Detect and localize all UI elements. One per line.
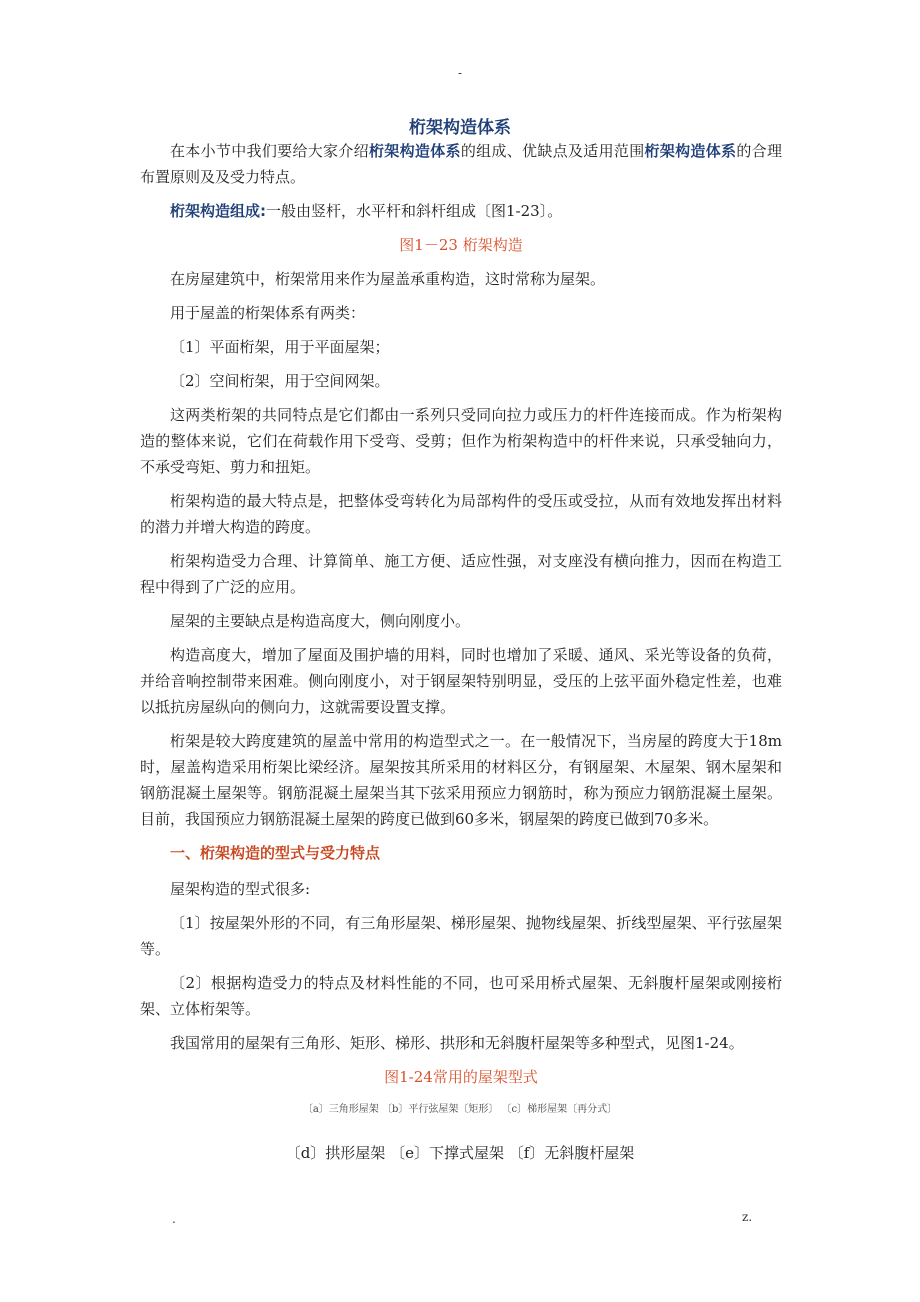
- figure-caption-1-24: 图1-24常用的屋架型式: [384, 1068, 538, 1086]
- paragraph: 我国常用的屋架有三角形、矩形、梯形、拱形和无斜腹杆屋架等多种型式，见图1-24。: [170, 1034, 744, 1052]
- paragraph: 用于屋盖的桁架体系有两类：: [170, 304, 366, 322]
- paragraph: 这两类桁架的共同特点是它们都由一系列只受同向拉力或压力的杆件连接而成。作为桁架构造的整体来说，它们在荷载作用下受弯、受剪；但作为桁架构造中的杆件来说，只承受轴向力，不承受弯矩、剪力和扭矩。: [140, 406, 782, 476]
- page-title: 桁架构造体系: [409, 118, 511, 138]
- text-run: 的合理布置原则及及受力特点。: [140, 142, 782, 186]
- paragraph: 桁架构造受力合理、计算简单、施工方便、适应性强，对支座没有横向推力，因而在构造工程中得到了广泛的应用。: [140, 552, 782, 596]
- composition-paragraph: [140, 198, 782, 224]
- paragraph: 〔2〕空间桁架，用于空间网架。: [170, 372, 390, 390]
- paragraph: 屋架构造的型式很多:: [170, 880, 311, 898]
- paragraph: 在房屋建筑中，桁架常用来作为屋盖承重构造，这时常称为屋架。: [170, 270, 606, 288]
- text-run: 在本小节中我们要给大家介绍: [170, 142, 369, 160]
- footer-left-mark: .: [172, 1212, 176, 1226]
- figure-caption-1-23: 图1－23 桁架构造: [399, 236, 523, 254]
- document-body: [140, 138, 782, 1098]
- paragraph: 构造高度大，增加了屋面及围护墙的用料，同时也增加了采暖、通风、采光等设备的负荷，并给音响控制带来困难。侧向刚度小，对于钢屋架特别明显，受压的上弦平面外稳定性差，也难以抵抗房屋纵向的侧向力，这就需要设置支撑。: [140, 646, 782, 716]
- paragraph: 〔2〕根据构造受力的特点及材料性能的不同，也可采用桥式屋架、无斜腹杆屋架或刚接桁架、立体桁架等。: [140, 974, 782, 1018]
- figure-subcaptions-small: 〔a〕三角形屋架 〔b〕平行弦屋架〔矩形〕 〔c〕梯形屋架〔再分式〕: [302, 1104, 618, 1115]
- text-run: 的组成、优缺点及适用范围: [460, 142, 645, 160]
- footer-right-mark: z.: [742, 1210, 753, 1224]
- header-mark: -: [457, 66, 463, 80]
- keyword: 桁架构造体系: [368, 142, 461, 160]
- paragraph: 屋架的主要缺点是构造高度大，侧向刚度小。: [170, 612, 471, 630]
- intro-paragraph: [140, 138, 782, 190]
- figure-subcaptions-large: 〔d〕拱形屋架 〔e〕下撑式屋架 〔f〕无斜腹杆屋架: [285, 1144, 635, 1162]
- paragraph: 〔1〕按屋架外形的不同，有三角形屋架、梯形屋架、抛物线屋架、折线型屋架、平行弦屋架等。: [140, 914, 782, 958]
- section-heading: 一、桁架构造的型式与受力特点: [170, 844, 381, 862]
- keyword: 桁架构造组成:: [170, 202, 266, 220]
- keyword: 桁架构造体系: [644, 142, 737, 160]
- text-run: 一般由竖杆，水平杆和斜杆组成〔图1-23〕。: [266, 202, 563, 220]
- paragraph: 〔1〕平面桁架，用于平面屋架；: [170, 338, 390, 356]
- paragraph: 桁架构造的最大特点是，把整体受弯转化为局部构件的受压或受拉，从而有效地发挥出材料的潜力并增大构造的跨度。: [140, 492, 782, 536]
- paragraph: 桁架是较大跨度建筑的屋盖中常用的构造型式之一。在一般情况下，当房屋的跨度大于18m时，屋盖构造采用桁架比梁经济。屋架按其所采用的材料区分，有钢屋架、木屋架、钢木屋架和钢筋混凝土屋架等。钢筋混凝土屋架当其下弦采用预应力钢筋时，称为预应力钢筋混凝土屋架。目前，我国预应力钢筋混凝土屋架的跨度已做到60多米，钢屋架的跨度已做到70多米。: [140, 732, 782, 828]
